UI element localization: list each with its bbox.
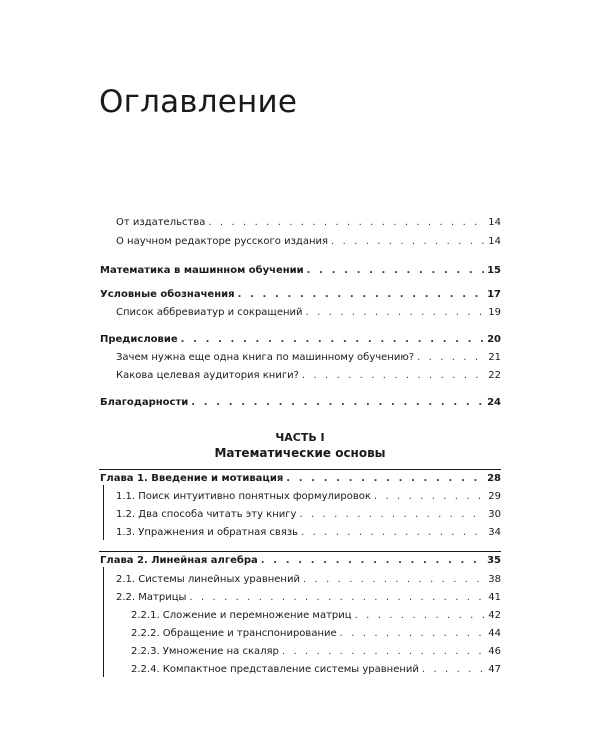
- toc-entry-label: Условные обозначения: [100, 289, 235, 300]
- toc-leader-dots: [301, 526, 484, 540]
- toc-entry-label: 1.2. Два способа читать эту книгу: [116, 509, 297, 520]
- toc-leader-dots: [261, 554, 484, 568]
- toc-entry-page: 41: [488, 592, 501, 603]
- toc-leader-dots: [422, 663, 484, 677]
- toc-entry-acknowledgements[interactable]: [100, 396, 501, 410]
- toc-entry-label: 2.2.4. Компактное представление системы уравнений: [131, 664, 419, 675]
- toc-entry-section-1-3[interactable]: [116, 526, 501, 540]
- toc-entry-label: Какова целевая аудитория книги?: [116, 370, 299, 381]
- toc-leader-dots: [286, 472, 484, 486]
- part-title: Математические основы: [214, 446, 386, 460]
- toc-leader-dots: [208, 216, 484, 230]
- toc-entry-page: 44: [488, 628, 501, 639]
- toc-entry-page: 17: [487, 289, 501, 300]
- toc-leader-dots: [282, 645, 484, 659]
- toc-entry-page: 46: [488, 646, 501, 657]
- toc-leader-dots: [303, 573, 484, 587]
- toc-entry-label: 1.1. Поиск интуитивно понятных формулировок: [116, 491, 371, 502]
- part-header: [0, 430, 600, 461]
- toc-entry-section-1-1[interactable]: [116, 490, 501, 504]
- toc-entry-notation[interactable]: [100, 288, 501, 302]
- toc-entry-from-publisher[interactable]: [116, 216, 501, 230]
- toc-leader-dots: [340, 627, 484, 641]
- toc-entry-chapter-1[interactable]: [100, 472, 501, 486]
- toc-entry-page: 14: [488, 236, 501, 247]
- chapter-bracket: [103, 567, 104, 677]
- toc-entry-label: О научном редакторе русского издания: [116, 236, 329, 247]
- chapter-divider: [99, 469, 501, 470]
- toc-leader-dots: [181, 333, 484, 347]
- chapter-bracket: [103, 485, 104, 540]
- toc-leader-dots: [355, 609, 484, 623]
- toc-entry-label: 2.1. Системы линейных уравнений: [116, 574, 300, 585]
- toc-entry-page: 20: [487, 334, 501, 345]
- toc-entry-section-1-2[interactable]: [116, 508, 501, 522]
- toc-entry-section-2-2-4[interactable]: [131, 663, 501, 677]
- toc-entry-page: 35: [487, 555, 501, 566]
- toc-entry-section-2-2-1[interactable]: [131, 609, 501, 623]
- toc-entry-label: Зачем нужна еще одна книга по машинному обучению?: [116, 352, 415, 363]
- toc-leader-dots: [189, 591, 484, 605]
- toc-entry-label: Предисловие: [100, 334, 178, 345]
- toc-entry-section-2-2-2[interactable]: [131, 627, 501, 641]
- toc-entry-chapter-2[interactable]: [100, 554, 501, 568]
- chapter-divider: [99, 551, 501, 552]
- toc-entry-abbreviations[interactable]: [116, 306, 501, 320]
- toc-entry-label: Благодарности: [100, 397, 189, 408]
- toc-entry-page: 24: [487, 397, 501, 408]
- toc-entry-math-in-ml[interactable]: [100, 264, 501, 278]
- toc-entry-page: 22: [488, 370, 501, 381]
- toc-entry-page: 38: [488, 574, 501, 585]
- toc-leader-dots: [307, 264, 484, 278]
- toc-entry-label: Математика в машинном обучении: [100, 265, 304, 276]
- toc-entry-why-another-book[interactable]: [116, 351, 501, 365]
- toc-entry-label: 2.2.3. Умножение на скаляр: [131, 646, 279, 657]
- toc-entry-page: 30: [488, 509, 501, 520]
- toc-leader-dots: [417, 351, 484, 365]
- toc-entry-about-editor[interactable]: [116, 235, 501, 249]
- toc-entry-label: Глава 1. Введение и мотивация: [100, 473, 284, 484]
- toc-entry-page: 19: [488, 307, 501, 318]
- toc-entry-preface[interactable]: [100, 333, 501, 347]
- toc-entry-section-2-2-3[interactable]: [131, 645, 501, 659]
- toc-leader-dots: [374, 490, 484, 504]
- toc-leader-dots: [238, 288, 484, 302]
- toc-entry-label: 2.2.1. Сложение и перемножение матриц: [131, 610, 352, 621]
- toc-entry-page: 14: [488, 217, 501, 228]
- toc-leader-dots: [299, 508, 484, 522]
- toc-entry-label: От издательства: [116, 217, 206, 228]
- toc-leader-dots: [306, 306, 484, 320]
- toc-leader-dots: [302, 369, 484, 383]
- toc-entry-label: 2.2. Матрицы: [116, 592, 187, 603]
- toc-entry-label: Глава 2. Линейная алгебра: [100, 555, 258, 566]
- toc-entry-target-audience[interactable]: [116, 369, 501, 383]
- toc-entry-page: 42: [488, 610, 501, 621]
- part-number: ЧАСТЬ I: [275, 431, 325, 444]
- toc-entry-label: 2.2.2. Обращение и транспонирование: [131, 628, 337, 639]
- toc-entry-label: Список аббревиатур и сокращений: [116, 307, 303, 318]
- toc-entry-page: 34: [488, 527, 501, 538]
- page-title: Оглавление: [99, 84, 298, 120]
- toc-leader-dots: [331, 235, 484, 249]
- toc-entry-section-2-1[interactable]: [116, 573, 501, 587]
- toc-entry-page: 47: [488, 664, 501, 675]
- toc-entry-page: 21: [488, 352, 501, 363]
- toc-entry-label: 1.3. Упражнения и обратная связь: [116, 527, 299, 538]
- toc-entry-page: 15: [487, 265, 501, 276]
- toc-entry-section-2-2[interactable]: [116, 591, 501, 605]
- toc-entry-page: 29: [488, 491, 501, 502]
- toc-leader-dots: [191, 396, 484, 410]
- toc-entry-page: 28: [487, 473, 501, 484]
